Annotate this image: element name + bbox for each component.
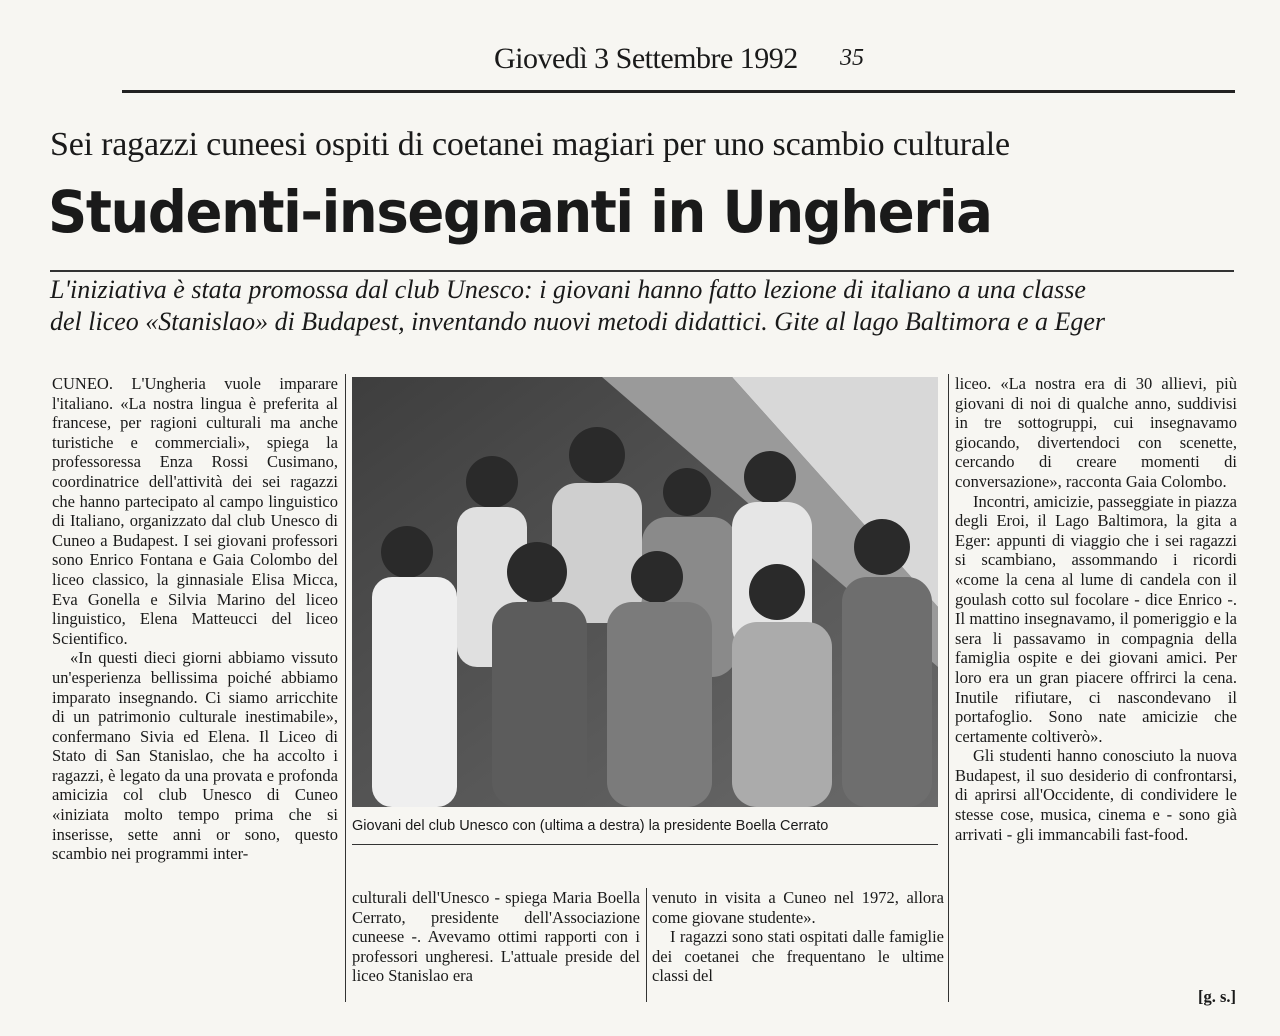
group-photo-image bbox=[352, 377, 938, 807]
article-kicker: Sei ragazzi cuneesi ospiti di coetanei magiari per uno scambio culturale bbox=[50, 126, 1010, 163]
deck-line-1: L'iniziativa è stata promossa dal club Unesco: i giovani hanno fatto lezione di italiano a una classe bbox=[50, 275, 1086, 304]
date-line: Giovedì 3 Settembre 1992 bbox=[494, 42, 798, 75]
photo-caption: Giovani del club Unesco con (ultima a destra) la presidente Boella Cerrato bbox=[352, 818, 829, 834]
group-photo bbox=[352, 377, 938, 807]
author-signature: [g. s.] bbox=[1197, 987, 1236, 1006]
paragraph: liceo. «La nostra era di 30 allievi, più giovani di noi di qualche anno, suddivisi in tre sottogruppi, cui insegnavamo giocando, divertendoci con scenette, cercando di creare momenti di conversazione», racconta Gaia Colombo. bbox=[955, 374, 1237, 491]
column-2 bbox=[352, 888, 640, 986]
paragraph: culturali dell'Unesco - spiega Maria Boella Cerrato, presidente dell'Associazione cuneese -. Avevamo ottimi rapporti con i professori ungheresi. L'attuale preside del liceo Stanislao era bbox=[352, 888, 640, 986]
paragraph: CUNEO. L'Ungheria vuole imparare l'italiano. «La nostra lingua è preferita al francese, per ragioni culturali ma anche turistiche e commerciali», spiega la professoressa Enza Rossi Cusimano, coordinatrice dell'attività dei sei ragazzi che hanno partecipato al campo linguistico di Italiano, organizzato dal club Unesco di Cuneo a Budapest. I sei giovani professori sono Enrico Fontana e Gaia Colombo del liceo classico, la ginnasiale Elisa Micca, Eva Gonella e Silvia Marino del liceo linguistico, Elena Matteucci del liceo Scientifico. bbox=[52, 374, 338, 648]
paragraph: Gli studenti hanno conosciuto la nuova Budapest, il suo desiderio di confrontarsi, di aprirsi all'Occidente, di condividere le stesse cose, musica, cinema e - sono già arrivati - gli immancabili fast-food. bbox=[955, 746, 1237, 844]
paragraph: venuto in visita a Cuneo nel 1972, allora come giovane studente». bbox=[652, 888, 944, 927]
article-headline: Studenti-insegnanti in Ungheria bbox=[48, 178, 992, 246]
column-divider bbox=[646, 888, 647, 1002]
column-divider bbox=[948, 374, 949, 1002]
header-rule bbox=[122, 90, 1235, 93]
caption-rule bbox=[352, 844, 938, 845]
column-4 bbox=[955, 374, 1237, 844]
paragraph: Incontri, amicizie, passeggiate in piazza degli Eroi, il Lago Baltimora, la gita a Eger: appunti di viaggio che i sei ragazzi si scambiano, assommando i ricordi «come la cena al lume di candela con il goulash cotto sul focolare - dice Enrico -. Il mattino insegnavamo, il pomeriggio e la sera li passavamo in compagnia della famiglia ospite e dei giovani amici. Per loro era un gran piacere offrirci la cena. Inutile rifiutare, ci nascondevano il portafoglio. Sono nate amicizie che certamente coltiverò». bbox=[955, 491, 1237, 746]
page-number: 35 bbox=[840, 45, 864, 71]
paragraph: «In questi dieci giorni abbiamo vissuto un'esperienza bellissima poiché abbiamo imparato insegnando. Ci siamo arricchite di un patrimonio culturale inestimabile», confermano Sivia ed Elena. Il Liceo di Stato di San Stanislao, che ha accolto i ragazzi, è legato da una provata e profonda amicizia col club Unesco di Cuneo «iniziata molto tempo prima che si inserisse, sette anni or sono, questo scambio nei programmi inter- bbox=[52, 648, 338, 864]
column-3 bbox=[652, 888, 944, 986]
deck-line-2: del liceo «Stanislao» di Budapest, inventando nuovi metodi didattici. Gite al lago Baltimora e a Eger bbox=[50, 307, 1106, 336]
article-deck bbox=[50, 274, 1234, 338]
headline-rule bbox=[50, 270, 1234, 272]
column-divider bbox=[345, 374, 346, 1002]
column-1 bbox=[52, 374, 338, 864]
paragraph: I ragazzi sono stati ospitati dalle famiglie dei coetanei che frequentano le ultime classi del bbox=[652, 927, 944, 986]
